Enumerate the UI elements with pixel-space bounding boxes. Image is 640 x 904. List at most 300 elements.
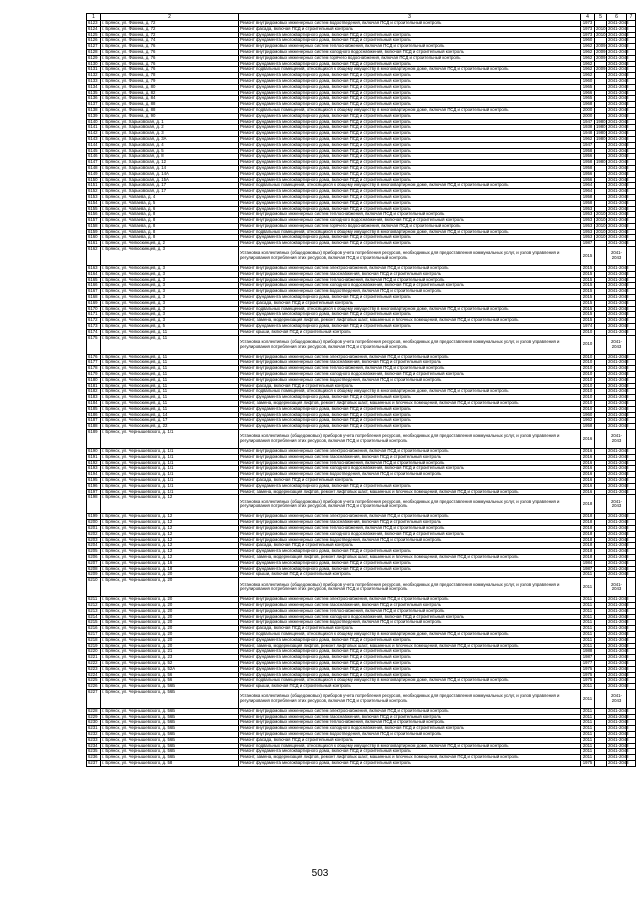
cell-period: 2041-2043 [608,648,629,654]
cell-period: 2041-2043 [608,282,629,288]
cell-address: г. Брянск, ул. Чернышевского, д. 20 [101,578,239,597]
cell-period: 2041-2043 [608,118,629,124]
cell-address: г. Брянск, ул. Харьковская, д. 1 [101,119,239,125]
cell-work-type: Ремонт внутридомовых инженерных систем теплоснабжения, включая ПСД и строительный контроль [239,277,581,283]
table-row [87,247,636,266]
cell-address: г. Брянск, ул. Чернышевского, д. 56Б [101,720,239,726]
cell-address: г. Брянск, ул. Челюскинцев, д. 3 [101,295,239,301]
cell-address: г. Брянск, ул. Чапаева, д. 8 [101,229,239,235]
cell-address: г. Брянск, ул. Чернышевского, д. 56Б [101,708,239,714]
cell-work-type: Ремонт подвальных помещений, относящихся к общему имуществу в многоквартирном доме, включая ПСД и строительный контроль [239,229,581,235]
cell-build-year: 2011 [581,602,595,608]
cell-build-year: 2018 [581,520,595,526]
cell-address: г. Брянск, ул. Челюскинцев, д. 5 [101,324,239,330]
cell-build-year: 1975 [581,672,595,678]
cell-period: 2041-2043 [608,382,629,388]
cell-period: 2041-2043 [608,636,629,642]
cell-work-type: Ремонт внутридомовых инженерных систем водоотведения, включая ПСД и строительный контроль [239,377,581,383]
cell-build-year: 2016 [581,430,595,449]
cell-work-type: Ремонт фундамента многоквартирного дома, включая ПСД и строительный контроль [239,131,581,137]
column-header-work-type: 3 [239,14,581,21]
cell-period: 2041-2043 [608,471,629,477]
cell-build-year: 2015 [581,318,595,324]
cell-period: 2041-2043 [608,731,629,737]
cell-build-year: 1974 [581,324,595,330]
cell-work-type: Ремонт внутридомовых инженерных систем электроснабжения, включая ПСД и строительный контроль [239,597,581,603]
cell-build-year: 1953 [581,218,595,224]
cell-row-number: 6209 [87,572,101,578]
cell-build-year: 2011 [581,626,595,632]
cell-address: г. Брянск, ул. Фокина, д. 90 [101,113,239,119]
cell-period: 2041-2043 [608,625,629,631]
cell-build-year: 1962 [581,61,595,67]
cell-repair-year [595,495,607,514]
cell-work-type: Ремонт фундамента многоквартирного дома, включая ПСД и строительный контроль [239,125,581,131]
cell-build-year: 2018 [581,514,595,520]
cell-period: 2041-2043 [608,265,629,271]
cell-period: 2041-2043 [608,725,629,731]
cell-row-number: 6207 [87,560,101,566]
cell-address: г. Брянск, ул. Чернышевского, д. 18 [101,566,239,572]
cell-work-type: Ремонт фундамента многоквартирного дома, включая ПСД и строительный контроль [239,194,581,200]
cell-address: г. Брянск, ул. Чернышевского, д. 1/1 [101,489,239,495]
cell-address: г. Брянск, ул. Челюскинцев, д. 3 [101,266,239,272]
cell-build-year: 1975 [581,666,595,672]
cell-address: г. Брянск, ул. Чернышевского, д. 56Б [101,755,239,761]
cell-address: г. Брянск, ул. Чернышевского, д. 12 [101,495,239,514]
cell-row-number: 6138 [87,107,101,113]
cell-work-type: Ремонт крыши, включая ПСД и строительный контроль [239,329,581,335]
cell-row-number: 6232 [87,732,101,738]
cell-address: г. Брянск, ул. Чернышевского, д. 20 [101,572,239,578]
cell-address: г. Брянск, ул. Челюскинцев, д. 11 [101,366,239,372]
cell-row-number: 6125 [87,32,101,38]
cell-period: 2041-2043 [608,305,629,311]
cell-period: 2041-2043 [608,565,629,571]
cell-row-number: 6222 [87,660,101,666]
cell-work-type: Ремонт фасада, включая ПСД и строительный контроль [239,737,581,743]
cell-build-year: 2010 [581,360,595,366]
cell-row-number: 6136 [87,96,101,102]
cell-repair-year [595,689,607,708]
cell-row-number: 6143 [87,136,101,142]
cell-row-number: 6201 [87,525,101,531]
cell-row-number: 6223 [87,666,101,672]
cell-address: г. Брянск, ул. Чернышевского, д. 1/1 [101,430,239,449]
cell-repair-year [595,335,607,354]
cell-build-year: 2018 [581,549,595,555]
cell-repair-year: 2009 [596,66,606,72]
cell-period: 2041-2043 [608,394,629,400]
cell-row-number: 6182 [87,389,101,395]
cell-address: г. Брянск, ул. Харьковская, д. 3 [101,131,239,137]
cell-build-year: 1960 [581,412,595,418]
cell-address: г. Брянск, ул. Челюскинцев, д. 11 [101,406,239,412]
cell-build-year: 2011 [581,578,595,597]
cell-row-number: 6176 [87,354,101,360]
cell-row-number: 6185 [87,406,101,412]
cell-work-type: Ремонт фундамента многоквартирного дома, включая ПСД и строительный контроль [239,142,581,148]
cell-row-number: 6170 [87,306,101,312]
cell-work-type: Ремонт фундамента многоквартирного дома, включая ПСД и строительный контроль [239,102,581,108]
cell-work-type: Ремонт фундамента многоквартирного дома, включая ПСД и строительный контроль [239,395,581,401]
cell-address: г. Брянск, ул. Чернышевского, д. 56Б [101,714,239,720]
cell-period: 2041-2043 [608,20,629,25]
cell-row-number: 6225 [87,678,101,684]
cell-build-year: 2010 [581,354,595,360]
cell-work-type: Ремонт фасада, включая ПСД и строительный контроль [239,300,581,306]
cell-work-type: Ремонт внутридомовых инженерных систем водоотведения, включая ПСД и строительный контроль [239,732,581,738]
cell-address: г. Брянск, ул. Чернышевского, д. 20 [101,602,239,608]
cell-row-number: 6231 [87,726,101,732]
cell-build-year: 1988 [581,649,595,655]
cell-work-type: Установка коллективных (общедомовых) приборов учета потребления ресурсов, необходимых для предоставления коммунальных услуг, и узлов управления и регулирования потребления этих ресурсов, включая ПСД и строительный контроль [239,689,581,708]
cell-period: 2041-2043 [608,294,629,300]
cell-period: 2041-2043 [608,43,629,49]
cell-work-type: Ремонт фундамента многоквартирного дома, включая ПСД и строительный контроль [239,649,581,655]
cell-address: г. Брянск, ул. Чернышевского, д. 1/1 [101,466,239,472]
cell-address: г. Брянск, ул. Челюскинцев, д. 3 [101,306,239,312]
cell-row-number: 6236 [87,755,101,761]
cell-work-type: Ремонт фасада, включая ПСД и строительный контроль [239,477,581,483]
cell-period: 2041-2043 [608,141,629,147]
cell-work-type: Ремонт внутридомовых инженерных систем холодного водоснабжения, включая ПСД и строительный контроль [239,726,581,732]
cell-address: г. Брянск, ул. Чапаева, д. 4 [101,194,239,200]
cell-work-type: Ремонт внутридомовых инженерных систем водоотведения, включая ПСД и строительный контроль [239,537,581,543]
cell-row-number: 6194 [87,472,101,478]
cell-work-type: Ремонт фундамента многоквартирного дома, включая ПСД и строительный контроль [239,200,581,206]
cell-row-number: 6178 [87,366,101,372]
cell-repair-year: 1980 [596,124,606,130]
cell-address: г. Брянск, ул. Фокина, д. 72 [101,32,239,38]
cell-build-year: 2016 [581,472,595,478]
cell-period: 2041-2043 [608,519,629,525]
cell-work-type: Ремонт фундамента многоквартирного дома, включая ПСД и строительный контроль [239,672,581,678]
cell-period: 2041-2043 [608,211,629,217]
cell-row-number: 6127 [87,44,101,50]
cell-extra [627,247,636,266]
cell-address: г. Брянск, ул. Харьковская, д. 12 [101,160,239,166]
cell-row-number: 6211 [87,597,101,603]
cell-row-number: 6134 [87,84,101,90]
cell-work-type: Ремонт, замена, модернизация лифтов, ремонт лифтовых шахт, машинных и блочных помещений, включая ПСД и строительный контроль [239,401,581,407]
cell-period: 2041-2043 [608,276,629,282]
cell-build-year: 2010 [581,335,595,354]
column-header-period: 6 [607,14,627,21]
cell-address: г. Брянск, ул. Челюскинцев, д. 11 [101,395,239,401]
page-number: 503 [311,868,329,879]
cell-address: г. Брянск, ул. Чернышевского, д. 20 [101,597,239,603]
cell-build-year: 2018 [581,531,595,537]
cell-build-year: 2015 [581,266,595,272]
cell-work-type: Ремонт внутридомовых инженерных систем электроснабжения, включая ПСД и строительный контроль [239,354,581,360]
cell-address: г. Брянск, ул. Челюскинцев, д. 11 [101,360,239,366]
cell-period: 2041-2043 [608,530,629,536]
cell-address: г. Брянск, ул. Чернышевского, д. 52 [101,660,239,666]
cell-work-type: Ремонт фундамента многоквартирного дома, включая ПСД и строительный контроль [239,206,581,212]
cell-period: 2041-2043 [608,83,629,89]
cell-period: 2041-2043 [607,335,627,354]
cell-work-type: Ремонт фундамента многоквартирного дома, включая ПСД и строительный контроль [239,424,581,430]
cell-period: 2041-2043 [608,270,629,276]
cell-work-type: Ремонт внутридомовых инженерных систем электроснабжения, включая ПСД и строительный контроль [239,708,581,714]
cell-address: г. Брянск, ул. Челюскинцев, д. 3 [101,300,239,306]
cell-work-type: Ремонт фундамента многоквартирного дома, включая ПСД и строительный контроль [239,38,581,44]
cell-work-type: Установка коллективных (общедомовых) приборов учета потребления ресурсов, необходимых для предоставления коммунальных услуг, и узлов управления и регулирования потребления этих ресурсов, включая ПСД и строительный контроль [239,335,581,354]
cell-period: 2041-2043 [608,607,629,613]
cell-period: 2041-2043 [608,613,629,619]
cell-work-type: Ремонт фундамента многоквартирного дома, включая ПСД и строительный контроль [239,406,581,412]
cell-repair-year: 2010 [596,234,606,240]
document-page [86,13,635,767]
cell-row-number: 6165 [87,277,101,283]
cell-row-number: 6141 [87,125,101,131]
cell-period: 2041-2043 [608,124,629,130]
cell-work-type: Ремонт фундамента многоквартирного дома, включая ПСД и строительный контроль [239,312,581,318]
cell-work-type: Ремонт подвальных помещений, относящихся к общему имуществу в многоквартирном доме, включая ПСД и строительный контроль [239,631,581,637]
cell-period: 2041-2043 [608,417,629,423]
cell-work-type: Ремонт фундамента многоквартирного дома, включая ПСД и строительный контроль [239,637,581,643]
cell-row-number: 6235 [87,749,101,755]
cell-address: г. Брянск, ул. Чернышевского, д. 58 [101,761,239,767]
cell-work-type: Ремонт фундамента многоквартирного дома, включая ПСД и строительный контроль [239,73,581,79]
cell-work-type: Ремонт фундамента многоквартирного дома, включая ПСД и строительный контроль [239,177,581,183]
cell-repair-year: 2010 [596,217,606,223]
cell-build-year: 2015 [581,247,595,266]
cell-build-year: 1947 [581,142,595,148]
cell-address: г. Брянск, ул. Фокина, д. 84 [101,96,239,102]
cell-build-year: 2011 [581,614,595,620]
cell-row-number: 6140 [87,119,101,125]
cell-work-type: Ремонт фундамента многоквартирного дома, включая ПСД и строительный контроль [239,295,581,301]
cell-period: 2041-2043 [608,106,629,112]
cell-work-type: Ремонт фундамента многоквартирного дома, включая ПСД и строительный контроль [239,324,581,330]
cell-period: 2041-2043 [607,495,627,514]
cell-build-year: 2015 [581,312,595,318]
cell-period: 2041-2043 [608,60,629,66]
cell-repair-year [595,761,607,767]
cell-row-number: 6210 [87,578,101,597]
cell-address: г. Брянск, ул. Челюскинцев, д. 11 [101,354,239,360]
cell-row-number: 6226 [87,684,101,690]
cell-row-number: 6196 [87,483,101,489]
cell-row-number: 6129 [87,55,101,61]
cell-row-number: 6219 [87,643,101,649]
cell-address: г. Брянск, ул. Челюскинцев, д. 3 [101,277,239,283]
cell-build-year: 1953 [581,229,595,235]
cell-period: 2041-2043 [608,31,629,37]
cell-address: г. Брянск, ул. Чернышевского, д. 1/1 [101,460,239,466]
cell-row-number: 6234 [87,743,101,749]
cell-work-type: Установка коллективных (общедомовых) приборов учета потребления ресурсов, необходимых для предоставления коммунальных услуг, и узлов управления и регулирования потребления этих ресурсов, включая ПСД и строительный контроль [239,247,581,266]
repair-schedule-table [86,13,636,767]
cell-address: г. Брянск, ул. Чернышевского, д. 1/1 [101,477,239,483]
cell-build-year: 1973 [581,32,595,38]
cell-build-year: 2011 [581,726,595,732]
cell-repair-year: 2010 [596,31,606,37]
cell-work-type: Ремонт подвальных помещений, относящихся к общему имуществу в многоквартирном доме, включая ПСД и строительный контроль [239,389,581,395]
cell-address: г. Брянск, ул. Чернышевского, д. 12 [101,549,239,555]
cell-build-year: 1965 [581,84,595,90]
cell-build-year: 2010 [581,383,595,389]
cell-period: 2041-2043 [608,135,629,141]
cell-work-type: Ремонт фундамента многоквартирного дома, включая ПСД и строительный контроль [239,90,581,96]
cell-period: 2041-2043 [608,323,629,329]
cell-build-year: 2011 [581,714,595,720]
cell-period: 2041-2043 [607,689,627,708]
cell-build-year: 1953 [581,235,595,241]
cell-work-type: Ремонт фундамента многоквартирного дома, включая ПСД и строительный контроль [239,418,581,424]
cell-address: г. Брянск, ул. Чернышевского, д. 1/1 [101,449,239,455]
cell-period: 2041-2043 [608,228,629,234]
cell-address: г. Брянск, ул. Харьковская, д. 8 [101,154,239,160]
cell-row-number: 6166 [87,283,101,289]
cell-address: г. Брянск, ул. Харьковская, д. 17 [101,183,239,189]
cell-period: 2041-2043 [608,405,629,411]
cell-address: г. Брянск, ул. Харьковская, д. 5 [101,148,239,154]
cell-row-number: 6218 [87,637,101,643]
cell-period: 2041-2043 [608,188,629,194]
cell-row-number: 6177 [87,360,101,366]
cell-repair-year [595,430,607,449]
cell-repair-year [595,247,607,266]
cell-repair-year: 1980 [596,159,606,165]
cell-period: 2041-2043 [608,359,629,365]
cell-build-year: 1964 [581,183,595,189]
cell-work-type: Ремонт фасада, включая ПСД и строительный контроль [239,383,581,389]
cell-period: 2041-2043 [608,234,629,240]
cell-address: г. Брянск, ул. Чернышевского, д. 56Б [101,737,239,743]
cell-row-number: 6142 [87,131,101,137]
cell-address: г. Брянск, ул. Чернышевского, д. 20 [101,643,239,649]
cell-address: г. Брянск, ул. Харьковская, д. 4 [101,142,239,148]
cell-build-year: 1948 [581,131,595,137]
cell-work-type: Ремонт внутридомовых инженерных систем газоснабжения, включая ПСД и строительный контроль [239,271,581,277]
cell-address: г. Брянск, ул. Харьковская, д. 17 [101,189,239,195]
cell-row-number: 6203 [87,537,101,543]
cell-period: 2041-2043 [608,147,629,153]
cell-work-type: Ремонт внутридомовых инженерных систем холодного водоснабжения, включая ПСД и строительный контроль [239,49,581,55]
cell-work-type: Ремонт фундамента многоквартирного дома, включая ПСД и строительный контроль [239,78,581,84]
cell-row-number: 6186 [87,412,101,418]
column-header-address: 2 [101,14,239,21]
cell-period: 2041-2043 [608,683,629,689]
cell-address: г. Брянск, ул. Фокина, д. 76 [101,55,239,61]
cell-build-year: 2011 [581,708,595,714]
cell-address: г. Брянск, ул. Челюскинцев, д. 11 [101,372,239,378]
cell-build-year: 1987 [581,566,595,572]
cell-row-number: 6228 [87,708,101,714]
cell-build-year: 2018 [581,543,595,549]
cell-build-year: 2011 [581,743,595,749]
cell-build-year: 1958 [581,160,595,166]
cell-build-year: 1960 [581,78,595,84]
cell-build-year: 2015 [581,277,595,283]
cell-row-number: 6230 [87,720,101,726]
cell-period: 2041-2043 [608,448,629,453]
cell-period: 2041-2043 [608,553,629,559]
cell-build-year: 2018 [581,525,595,531]
cell-address: г. Брянск, ул. Чернышевского, д. 12 [101,514,239,520]
cell-row-number: 6159 [87,229,101,235]
cell-work-type: Ремонт фундамента многоквартирного дома, включая ПСД и строительный контроль [239,113,581,119]
cell-build-year: 1962 [581,67,595,73]
cell-address: г. Брянск, ул. Фокина, д. 76 [101,49,239,55]
cell-build-year: 1960 [581,38,595,44]
cell-row-number: 6181 [87,383,101,389]
cell-work-type: Ремонт внутридомовых инженерных систем теплоснабжения, включая ПСД и строительный контроль [239,525,581,531]
cell-address: г. Брянск, ул. Чернышевского, д. 20 [101,626,239,632]
cell-period: 2041-2043 [608,328,629,334]
cell-period: 2041-2043 [608,205,629,211]
cell-period: 2041-2043 [608,754,629,760]
cell-build-year: 1956 [581,154,595,160]
cell-period: 2041-2043 [608,240,629,246]
cell-period: 2041-2043 [608,742,629,748]
cell-row-number: 6197 [87,489,101,495]
cell-address: г. Брянск, ул. Фокина, д. 88 [101,102,239,108]
cell-address: г. Брянск, ул. Чапаева, д. 6 [101,206,239,212]
cell-repair-year: 2009 [596,54,606,60]
cell-address: г. Брянск, ул. Фокина, д. 88 [101,107,239,113]
cell-repair-year: 2010 [596,25,606,31]
cell-row-number: 6174 [87,329,101,335]
cell-build-year: 2011 [581,597,595,603]
cell-period: 2041-2043 [608,524,629,530]
cell-repair-year: 2010 [596,228,606,234]
cell-build-year: 1975 [581,761,595,767]
cell-build-year: 2016 [581,460,595,466]
cell-build-year: 2016 [581,483,595,489]
cell-work-type: Ремонт фундамента многоквартирного дома, включая ПСД и строительный контроль [239,241,581,247]
cell-build-year: 1962 [581,49,595,55]
cell-row-number: 6179 [87,372,101,378]
cell-build-year: 1968 [581,102,595,108]
cell-address: г. Брянск, ул. Чернышевского, д. 12 [101,543,239,549]
cell-work-type: Ремонт внутридомовых инженерных систем водоотведения, включая ПСД и строительный контроль [239,21,581,27]
cell-period: 2041-2043 [608,748,629,754]
cell-build-year: 2015 [581,283,595,289]
cell-row-number: 6221 [87,655,101,661]
cell-row-number: 6168 [87,295,101,301]
column-header-extra: 7 [627,14,636,21]
cell-address: г. Брянск, ул. Чернышевского, д. 12 [101,525,239,531]
cell-work-type: Ремонт внутридомовых инженерных систем электроснабжения, включая ПСД и строительный контроль [239,266,581,272]
cell-period: 2041-2043 [608,465,629,471]
cell-row-number: 6217 [87,631,101,637]
cell-extra [627,430,636,449]
cell-row-number: 6184 [87,401,101,407]
cell-address: г. Брянск, ул. Чернышевского, д. 56 [101,678,239,684]
cell-period: 2041-2043 [608,453,629,459]
cell-row-number: 6213 [87,608,101,614]
cell-period: 2041-2043 [608,713,629,719]
cell-row-number: 6187 [87,418,101,424]
cell-period: 2041-2043 [608,222,629,228]
column-header-number: 1 [87,14,101,21]
cell-address: г. Брянск, ул. Челюскинцев, д. 3 [101,271,239,277]
cell-work-type: Ремонт подвальных помещений, относящихся к общему имуществу в многоквартирном доме, включая ПСД и строительный контроль [239,743,581,749]
cell-row-number: 6154 [87,200,101,206]
cell-period: 2041-2043 [608,513,629,519]
cell-work-type: Ремонт внутридомовых инженерных систем теплоснабжения, включая ПСД и строительный контроль [239,44,581,50]
cell-build-year: 1962 [581,136,595,142]
table-row [87,335,636,354]
cell-build-year: 1984 [581,560,595,566]
cell-build-year: 1956 [581,171,595,177]
cell-row-number: 6158 [87,223,101,229]
cell-work-type: Ремонт фасада, включая ПСД и строительный контроль [239,26,581,32]
